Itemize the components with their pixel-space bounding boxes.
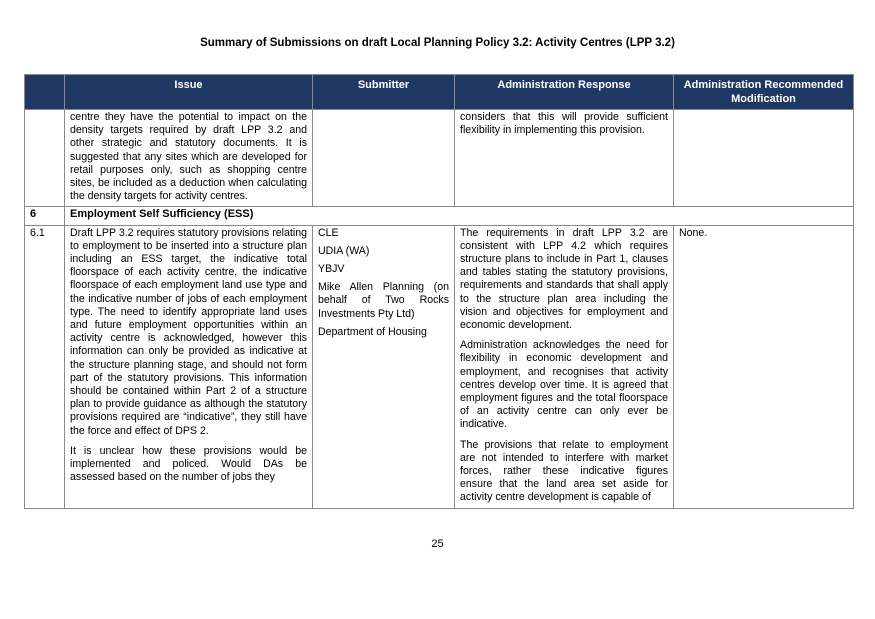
header-submitter: Submitter (313, 75, 455, 110)
section-number: 6 (25, 207, 65, 225)
submitter-item: Department of Housing (318, 325, 427, 338)
table-row (25, 225, 854, 508)
cell-issue: centre they have the potential to impact on the density targets required by draft LPP 3.2 and other strategic and statutory documents. It is suggested that any sites which are developed for retail purposes only, such as shopping centre sites, be included as a deduction when calculating the density targets for activity centres. (65, 110, 313, 207)
cell-number: 6.1 (25, 225, 65, 508)
cell-submitter (313, 110, 455, 207)
cell-response: considers that this will provide sufficient flexibility in implementing this provision. (455, 110, 674, 207)
cell-number (25, 110, 65, 207)
page-number: 25 (431, 538, 444, 550)
submitter-item: CLE (318, 226, 339, 239)
submissions-table (24, 74, 854, 509)
document-title: Summary of Submissions on draft Local Planning Policy 3.2: Activity Centres (LPP 3.2) (200, 37, 675, 49)
response-paragraph: The provisions that relate to employment are not intended to interfere with market forces, rather these indicative figures ensure that the land area set aside for activity centre development is capable of (460, 438, 668, 504)
submitter-item: YBJV (318, 263, 345, 276)
issue-paragraph: Draft LPP 3.2 requires statutory provisions relating to employment to be inserted into a structure plan including an ESS target, the indicative total floorspace of each activity centre, the indicative floorspace of each employment land use type and the indicative number of jobs of each employment type. The need to identify appropriate land uses and future employment opportunities within an activity centre is acknowledged, however this information can only be provided as indicative at the structure planning stage, and should not form part of the statutory provisions. This information should be contained within Part 2 of a structure plan to provide guidance as although the statutory provisions required are “indicative”, they still have the force and effect of DPS 2. (70, 226, 307, 437)
header-number (25, 75, 65, 110)
header-response: Administration Response (455, 75, 674, 110)
issue-paragraph: It is unclear how these provisions would be implemented and policed. Would DAs be assessed based on the number of jobs they (70, 444, 307, 484)
table-header-row (25, 75, 854, 110)
submitter-item: UDIA (WA) (318, 244, 370, 257)
cell-response (455, 225, 674, 508)
cell-issue (65, 225, 313, 508)
response-paragraph: Administration acknowledges the need for flexibility in economic development and employment, and recognises that activity centres develop over time. It is agreed that employment figures and the total floorspace of an activity centre can only ever be indicative. (460, 339, 668, 431)
cell-modification: None. (674, 225, 854, 508)
header-issue: Issue (65, 75, 313, 110)
response-paragraph: The requirements in draft LPP 3.2 are consistent with LPP 4.2 which requires structure plans to include in Part 1, clauses and tables stating the statutory provisions, requirements and standards that shall apply to the structure plan area including the vision and objectives for employment and economic development. (460, 226, 668, 332)
section-title: Employment Self Sufficiency (ESS) (65, 207, 854, 225)
cell-submitter (313, 225, 455, 508)
section-row (25, 207, 854, 225)
table-row (25, 110, 854, 207)
submitter-item: Mike Allen Planning (on behalf of Two Rocks Investments Pty Ltd) (318, 281, 449, 320)
header-modification: Administration Recommended Modification (674, 75, 854, 110)
cell-modification (674, 110, 854, 207)
